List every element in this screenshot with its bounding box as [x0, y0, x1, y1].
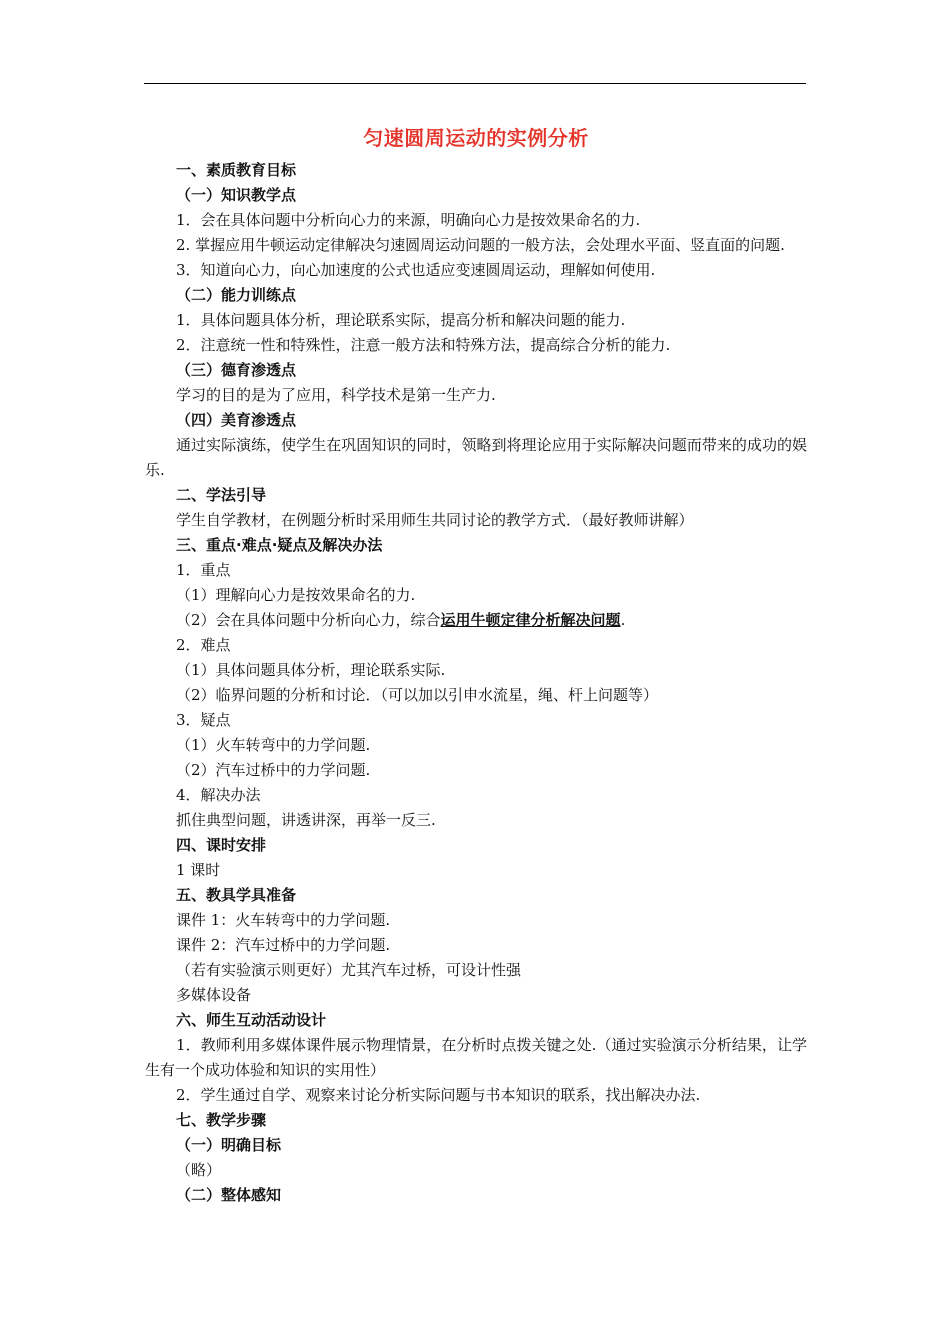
document-body	[145, 118, 807, 1208]
paragraph: 学习的目的是为了应用，科学技术是第一生产力.	[176, 386, 496, 404]
section-heading-1: 一、素质教育目标	[176, 161, 297, 179]
list-item: （1）火车转弯中的力学问题.	[176, 736, 371, 754]
section-heading-6: 六、师生互动活动设计	[176, 1011, 327, 1029]
paragraph: 3．知道向心力，向心加速度的公式也适应变速圆周运动，理解如何使用.	[176, 261, 656, 279]
paragraph: 1．会在具体问题中分析向心力的来源，明确向心力是按效果命名的力.	[176, 211, 641, 229]
list-item: 2．难点	[176, 636, 231, 654]
section-heading-5: 五、教具学具准备	[176, 886, 297, 904]
list-item: （2）临界问题的分析和讨论．（可以加以引申水流星，绳、杆上问题等）	[176, 686, 659, 704]
paragraph: 课件 2：汽车过桥中的力学问题.	[176, 936, 391, 954]
subsection-heading-ability: （二）能力训练点	[176, 286, 297, 304]
header-rule	[144, 83, 806, 84]
subsection-heading-aesthetic: （四）美育渗透点	[176, 411, 297, 429]
section-heading-2: 二、学法引导	[176, 486, 267, 504]
paragraph: （若有实验演示则更好）尤其汽车过桥，可设计性强	[176, 961, 522, 979]
section-heading-7: 七、教学步骤	[176, 1111, 267, 1129]
paragraph: （略）	[176, 1161, 222, 1179]
paragraph: 2．注意统一性和特殊性，注意一般方法和特殊方法，提高综合分析的能力.	[176, 336, 671, 354]
subsection-heading-goals: （一）明确目标	[176, 1136, 282, 1154]
subsection-heading-moral: （三）德育渗透点	[176, 361, 297, 379]
paragraph: 1．教师利用多媒体课件展示物理情景，在分析时点拨关键之处.（通过实验演示分析结果，让学生有一个成功体验和知识的实用性）	[145, 1036, 807, 1079]
list-item: （1）理解向心力是按效果命名的力.	[176, 586, 416, 604]
paragraph: 多媒体设备	[176, 986, 252, 1004]
subsection-heading-knowledge: （一）知识教学点	[176, 186, 297, 204]
underlined-text: 运用牛顿定律分析解决问题	[440, 611, 621, 629]
text-span: （2）会在具体问题中分析向心力，综合	[176, 611, 441, 629]
paragraph: 通过实际演练，使学生在巩固知识的同时，领略到将理论应用于实际解决问题而带来的成功的娱乐.	[145, 436, 807, 479]
paragraph: 2. 掌握应用牛顿运动定律解决匀速圆周运动问题的一般方法，会处理水平面、竖直面的问题.	[176, 236, 785, 254]
subsection-heading-overview: （二）整体感知	[176, 1186, 282, 1204]
paragraph: 1 课时	[176, 861, 221, 879]
list-item: 3．疑点	[176, 711, 231, 729]
list-item: 4．解决办法	[176, 786, 261, 804]
list-item	[145, 608, 807, 633]
paragraph: 抓住典型问题，讲透讲深，再举一反三.	[176, 811, 436, 829]
list-item: （2）汽车过桥中的力学问题.	[176, 761, 371, 779]
paragraph: 课件 1：火车转弯中的力学问题.	[176, 911, 391, 929]
paragraph: 2．学生通过自学、观察来讨论分析实际问题与书本知识的联系，找出解决办法.	[176, 1086, 701, 1104]
paragraph: 1．具体问题具体分析，理论联系实际，提高分析和解决问题的能力.	[176, 311, 626, 329]
document-title: 匀速圆周运动的实例分析	[363, 126, 589, 150]
paragraph: 学生自学教材，在例题分析时采用师生共同讨论的教学方式．（最好教师讲解）	[176, 511, 694, 529]
text-span: .	[620, 611, 626, 629]
list-item: （1）具体问题具体分析，理论联系实际.	[176, 661, 446, 679]
list-item: 1．重点	[176, 561, 231, 579]
section-heading-3: 三、重点·难点·疑点及解决办法	[176, 536, 383, 554]
section-heading-4: 四、课时安排	[176, 836, 267, 854]
